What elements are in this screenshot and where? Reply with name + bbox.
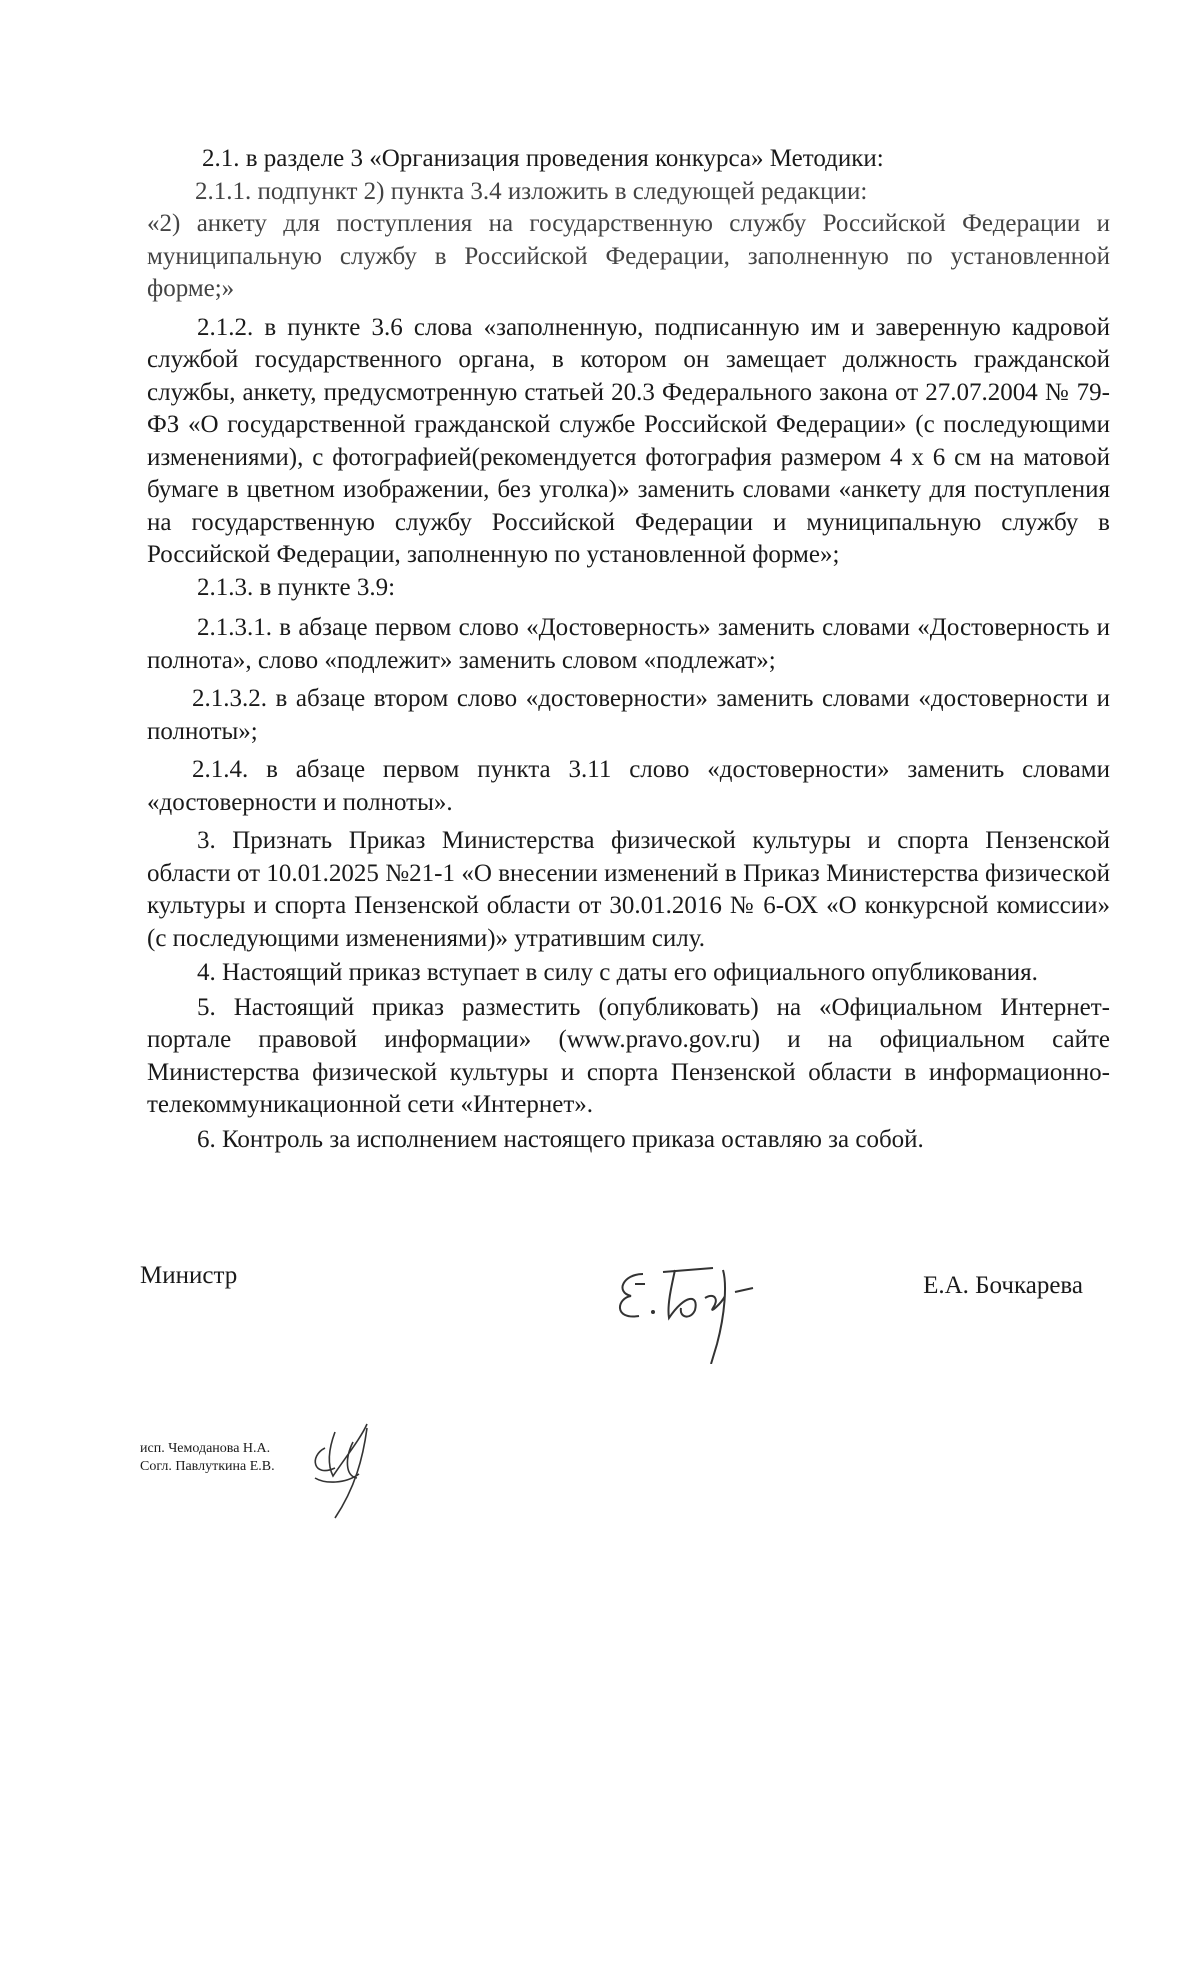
executor-line: исп. Чемоданова Н.А. (140, 1441, 271, 1456)
paragraph-2-1-1: 2.1.1. подпункт 2) пункта 3.4 изложить в следующей редакции: (195, 177, 868, 205)
signature-block (140, 1262, 1110, 1372)
paragraph-6: 6. Контроль за исполнением настоящего приказа оставляю за собой. (197, 1125, 924, 1153)
signatory-name: Е.А. Бочкарева (923, 1272, 1083, 1299)
paragraph-2-1-4: 2.1.4. в абзаце первом пункта 3.11 слово «достоверности» заменить словами «достоверности и полноты». (147, 756, 1110, 816)
paragraph-4: 4. Настоящий приказ вступает в силу с даты его официального опубликования. (197, 959, 1038, 986)
paragraph-2-1-3-2: 2.1.3.2. в абзаце втором слово «достоверности» заменить словами «достоверности и полноты»; (147, 685, 1110, 745)
handwritten-signature (595, 1254, 775, 1364)
paragraph-2-1-2: 2.1.2. в пункте 3.6 слова «заполненную, подписанную им и заверенную кадровой службой государственного органа, в котором он замещает должность гражданской службы, анкету, предусмотренную статьей 20.3 Федерального закона от 27.07.2004 № 79-ФЗ «О государственной гражданской службе Российской Федерации» (с последующими изменениями), с фотографией(рекомендуется фотография размером 4 х 6 см на матовой бумаге в цветном изображении, без уголка)» заменить словами «анкету для поступления на государственную службу Российской Федерации и муниципальную службу в Российской Федерации, заполненную по установленной форме»; (147, 313, 1110, 568)
paragraph-3: 3. Признать Приказ Министерства физической культуры и спорта Пензенской области от 10.01.2025 №21-1 «О внесении изменений в Приказ Министерства физической культуры и спорта Пензенской области от 30.01.2016 № 6-ОХ «О конкурсной комиссии» (с последующими изменениями)» утратившим силу. (147, 827, 1110, 952)
agreed-line: Согл. Павлуткина Е.В. (140, 1459, 275, 1474)
signatory-title: Министр (140, 1262, 238, 1289)
initials-signature (305, 1418, 385, 1528)
paragraph-2-1: 2.1. в разделе 3 «Организация проведения конкурса» Методики: (202, 145, 884, 172)
paragraph-2-1-3: 2.1.3. в пункте 3.9: (197, 573, 396, 601)
paragraph-5: 5. Настоящий приказ разместить (опубликовать) на «Официальном Интернет-портале правовой информации» (www.pravo.gov.ru) и на официальном сайте Министерства физической культуры и спорта Пензенской области в информационно-телекоммуникационной сети «Интернет». (147, 993, 1110, 1118)
document-body (147, 143, 1110, 1156)
footer-approvals (140, 1440, 275, 1476)
paragraph-2-1-3-1: 2.1.3.1. в абзаце первом слово «Достоверность» заменить словами «Достоверность и полнота», слово «подлежит» заменить словом «подлежат»; (147, 614, 1110, 674)
paragraph-quote-anketa: «2) анкету для поступления на государственную службу Российской Федерации и муниципальную службу в Российской Федерации, заполненную по установленной форме;» (147, 210, 1110, 302)
